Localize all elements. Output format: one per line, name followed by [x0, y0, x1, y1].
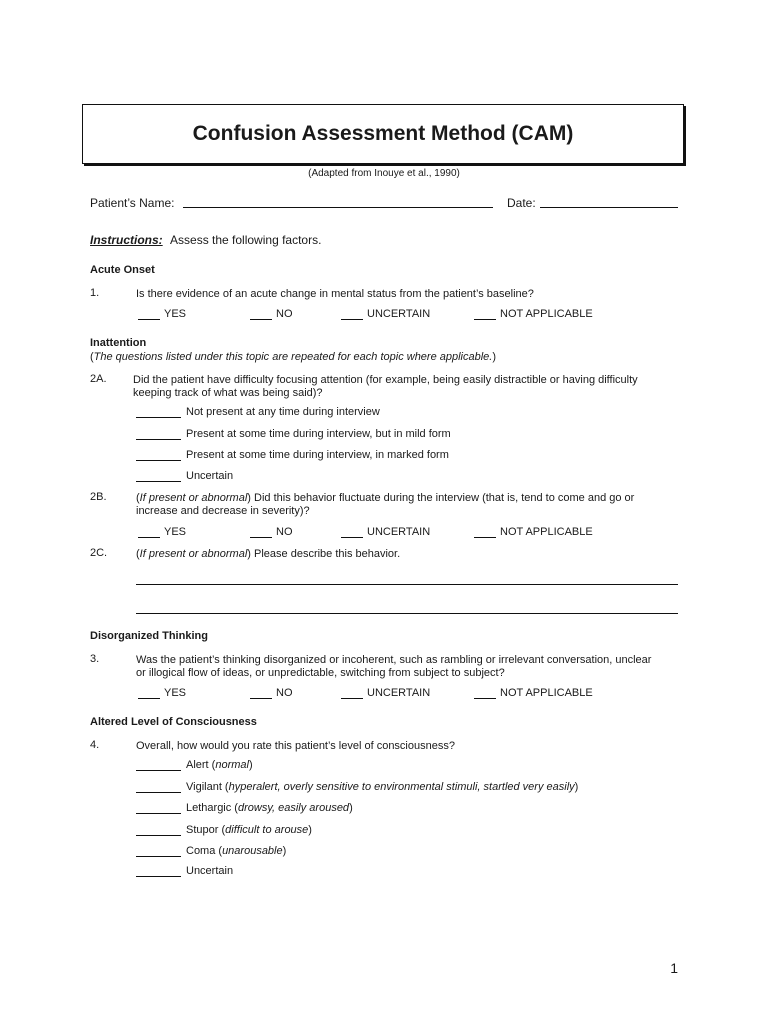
q4-option-alert[interactable]: Alert (normal): [136, 759, 253, 771]
instructions-label: Instructions:: [90, 233, 163, 247]
instructions-text: Assess the following factors.: [170, 233, 322, 247]
q3-text-line2: or illogical flow of ideas, or unpredictable, switching from subject to subject?: [136, 667, 505, 679]
page-title: Confusion Assessment Method (CAM): [192, 122, 574, 145]
q2a-option-3[interactable]: Present at some time during interview, in marked form: [136, 449, 449, 461]
q3-number: 3.: [90, 653, 100, 665]
q2b-number: 2B.: [90, 491, 107, 503]
heading-altered-consciousness: Altered Level of Consciousness: [90, 716, 257, 728]
patient-name-label: Patient’s Name:: [90, 196, 175, 210]
q2b-yes[interactable]: YES: [138, 525, 186, 538]
q2c-number: 2C.: [90, 547, 108, 559]
q1-not-applicable[interactable]: NOT APPLICABLE: [474, 307, 593, 320]
instructions: [90, 233, 321, 247]
q3-answer-row: [0, 686, 768, 700]
q3-uncertain[interactable]: UNCERTAIN: [341, 686, 430, 699]
heading-disorganized-thinking: Disorganized Thinking: [90, 630, 208, 642]
q4-option-lethargic[interactable]: Lethargic (drowsy, easily aroused): [136, 802, 353, 814]
q3-no[interactable]: NO: [250, 686, 293, 699]
adapted-citation: (Adapted from Inouye et al., 1990): [308, 168, 460, 179]
q1-text: Is there evidence of an acute change in mental status from the patient’s baseline?: [136, 288, 534, 300]
patient-name-field[interactable]: [183, 207, 493, 208]
heading-acute-onset: Acute Onset: [90, 264, 155, 276]
q2a-text-line1: Did the patient have difficulty focusing attention (for example, being easily distractible or having difficulty: [133, 374, 638, 386]
q3-text-line1: Was the patient’s thinking disorganized or incoherent, such as rambling or irrelevant conversation, unclear: [136, 654, 652, 666]
q4-number: 4.: [90, 739, 100, 751]
q2b-text-line1: (If present or abnormal) Did this behavior fluctuate during the interview (that is, tend to come and go or: [136, 492, 635, 504]
q2b-no[interactable]: NO: [250, 525, 293, 538]
q1-uncertain[interactable]: UNCERTAIN: [341, 307, 430, 320]
inattention-note: (The questions listed under this topic are repeated for each topic where applicable.): [90, 351, 497, 363]
q3-not-applicable[interactable]: NOT APPLICABLE: [474, 686, 593, 699]
q2a-option-2[interactable]: Present at some time during interview, but in mild form: [136, 428, 451, 440]
q2c-description-line-1[interactable]: [136, 584, 678, 585]
q2c-description-line-2[interactable]: [136, 613, 678, 614]
q2a-text-line2: keeping track of what was being said)?: [133, 387, 323, 399]
q2a-option-1[interactable]: Not present at any time during interview: [136, 406, 380, 418]
q4-option-uncertain[interactable]: Uncertain: [136, 865, 233, 877]
q2a-option-4[interactable]: Uncertain: [136, 470, 233, 482]
q2b-uncertain[interactable]: UNCERTAIN: [341, 525, 430, 538]
q2a-number: 2A.: [90, 373, 107, 385]
title-box: [82, 104, 684, 164]
q4-option-vigilant[interactable]: Vigilant (hyperalert, overly sensitive to environmental stimuli, startled very easily): [136, 781, 578, 793]
q4-option-coma[interactable]: Coma (unarousable): [136, 845, 286, 857]
q1-answer-row: [0, 307, 768, 321]
heading-inattention: Inattention: [90, 337, 147, 349]
q2b-not-applicable[interactable]: NOT APPLICABLE: [474, 525, 593, 538]
q1-yes[interactable]: YES: [138, 307, 186, 320]
q1-number: 1.: [90, 287, 100, 299]
q4-option-stupor[interactable]: Stupor (difficult to arouse): [136, 824, 312, 836]
q1-no[interactable]: NO: [250, 307, 293, 320]
q2b-text-line2: increase and decrease in severity)?: [136, 505, 310, 517]
date-field[interactable]: [540, 207, 678, 208]
q2b-answer-row: [0, 525, 768, 539]
q2c-text: (If present or abnormal) Please describe this behavior.: [136, 548, 401, 560]
q4-text: Overall, how would you rate this patient’s level of consciousness?: [136, 740, 455, 752]
page-number: 1: [670, 960, 678, 976]
date-label: Date:: [507, 196, 536, 210]
q3-yes[interactable]: YES: [138, 686, 186, 699]
